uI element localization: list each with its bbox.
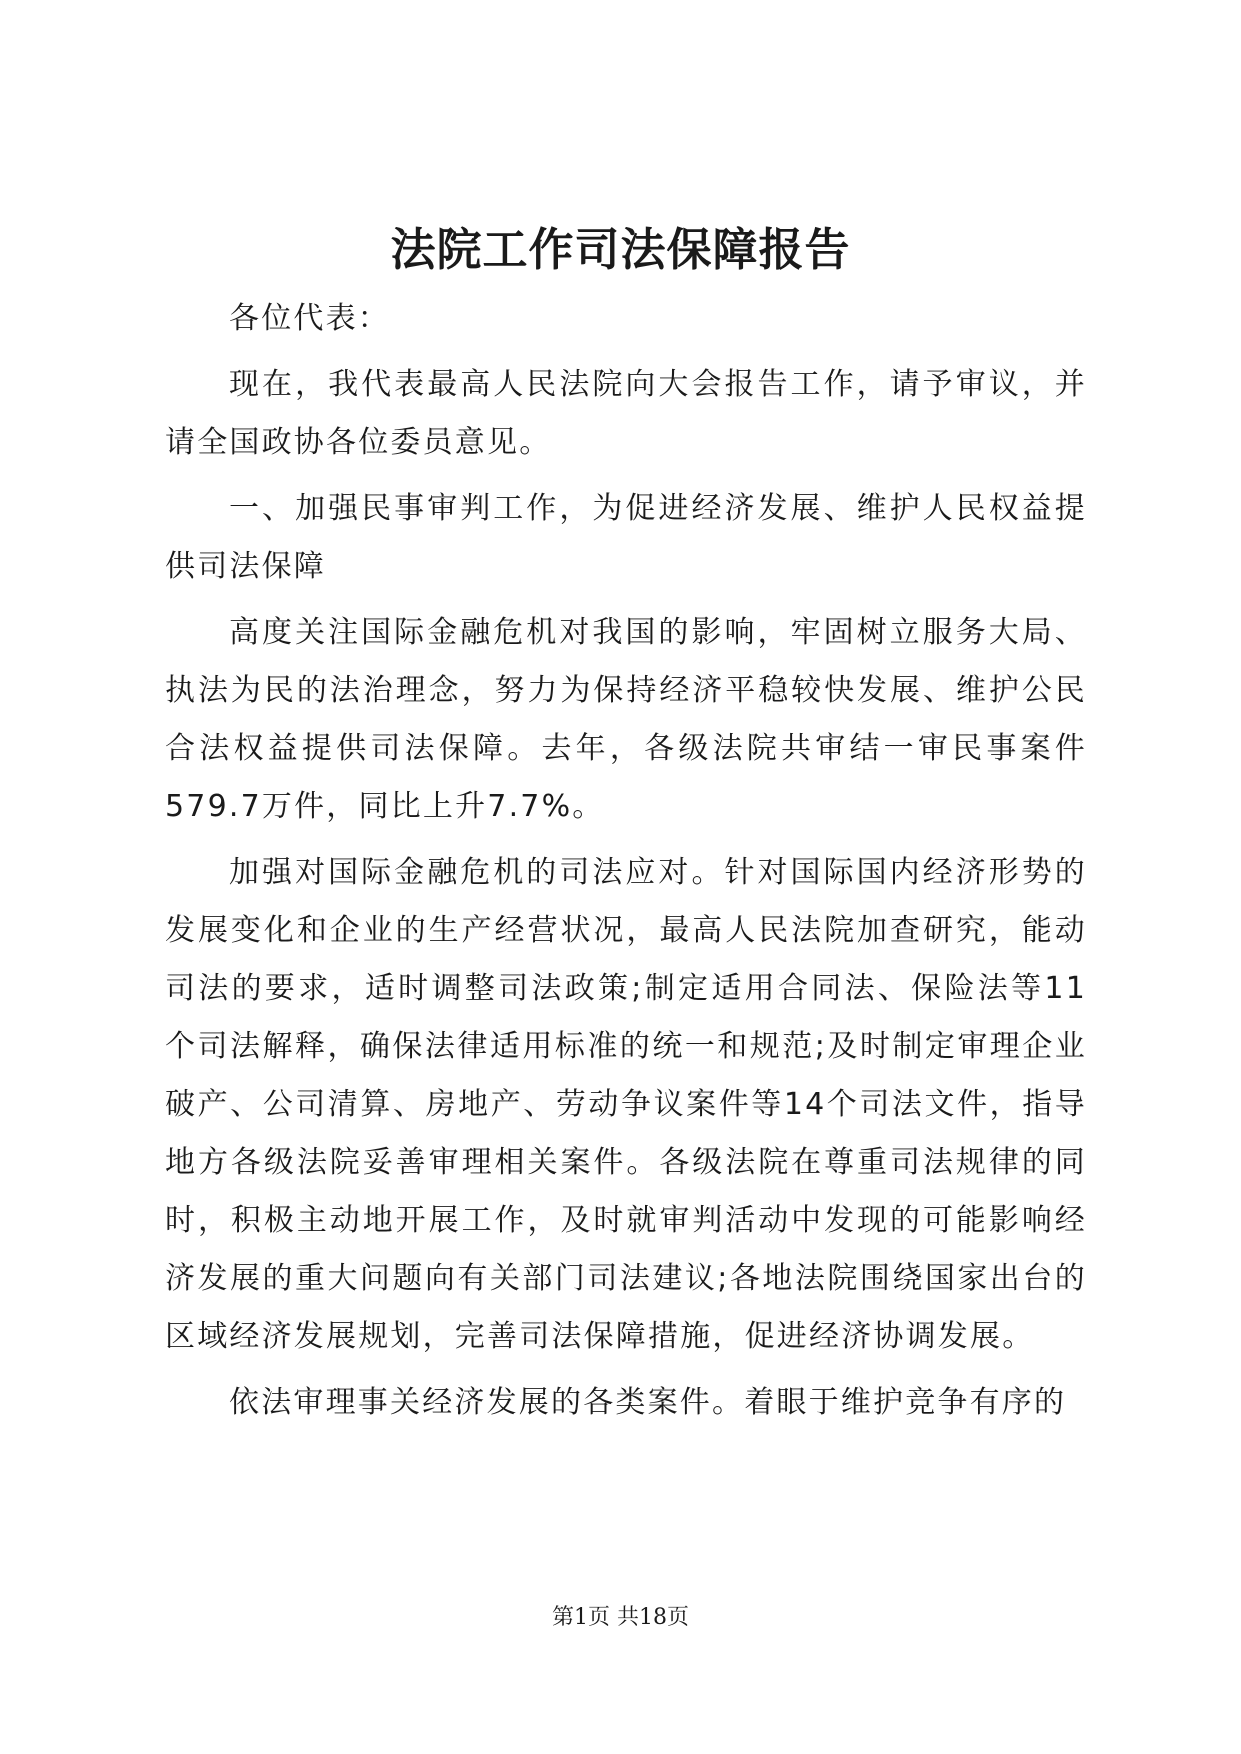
body-paragraph: 依法审理事关经济发展的各类案件。着眼于维护竞争有序的	[229, 1385, 1067, 1420]
document-body	[165, 290, 1087, 1440]
section-heading: 一、加强民事审判工作，为促进经济发展、维护人民权益提供司法保障	[165, 491, 1087, 584]
page-number: 第1页 共18页	[552, 1605, 689, 1630]
document-title: 法院工作司法保障报告	[390, 223, 851, 276]
page-footer	[0, 1603, 1241, 1633]
opening-paragraph: 现在，我代表最高人民法院向大会报告工作，请予审议，并请全国政协各位委员意见。	[165, 367, 1087, 460]
body-paragraph: 高度关注国际金融危机对我国的影响，牢固树立服务大局、执法为民的法治理念，努力为保持经济平稳较快发展、维护公民合法权益提供司法保障。去年，各级法院共审结一审民事案件579.7万件，同比上升7.7%。	[165, 615, 1087, 824]
salutation: 各位代表：	[229, 301, 390, 336]
body-paragraph: 加强对国际金融危机的司法应对。针对国际国内经济形势的发展变化和企业的生产经营状况，最高人民法院加查研究，能动司法的要求，适时调整司法政策;制定适用合同法、保险法等11个司法解释，确保法律适用标准的统一和规范;及时制定审理企业破产、公司清算、房地产、劳动争议案件等14个司法文件，指导地方各级法院妥善审理相关案件。各级法院在尊重司法规律的同时，积极主动地开展工作，及时就审判活动中发现的可能影响经济发展的重大问题向有关部门司法建议;各地法院围绕国家出台的区域经济发展规划，完善司法保障措施，促进经济协调发展。	[165, 855, 1087, 1354]
